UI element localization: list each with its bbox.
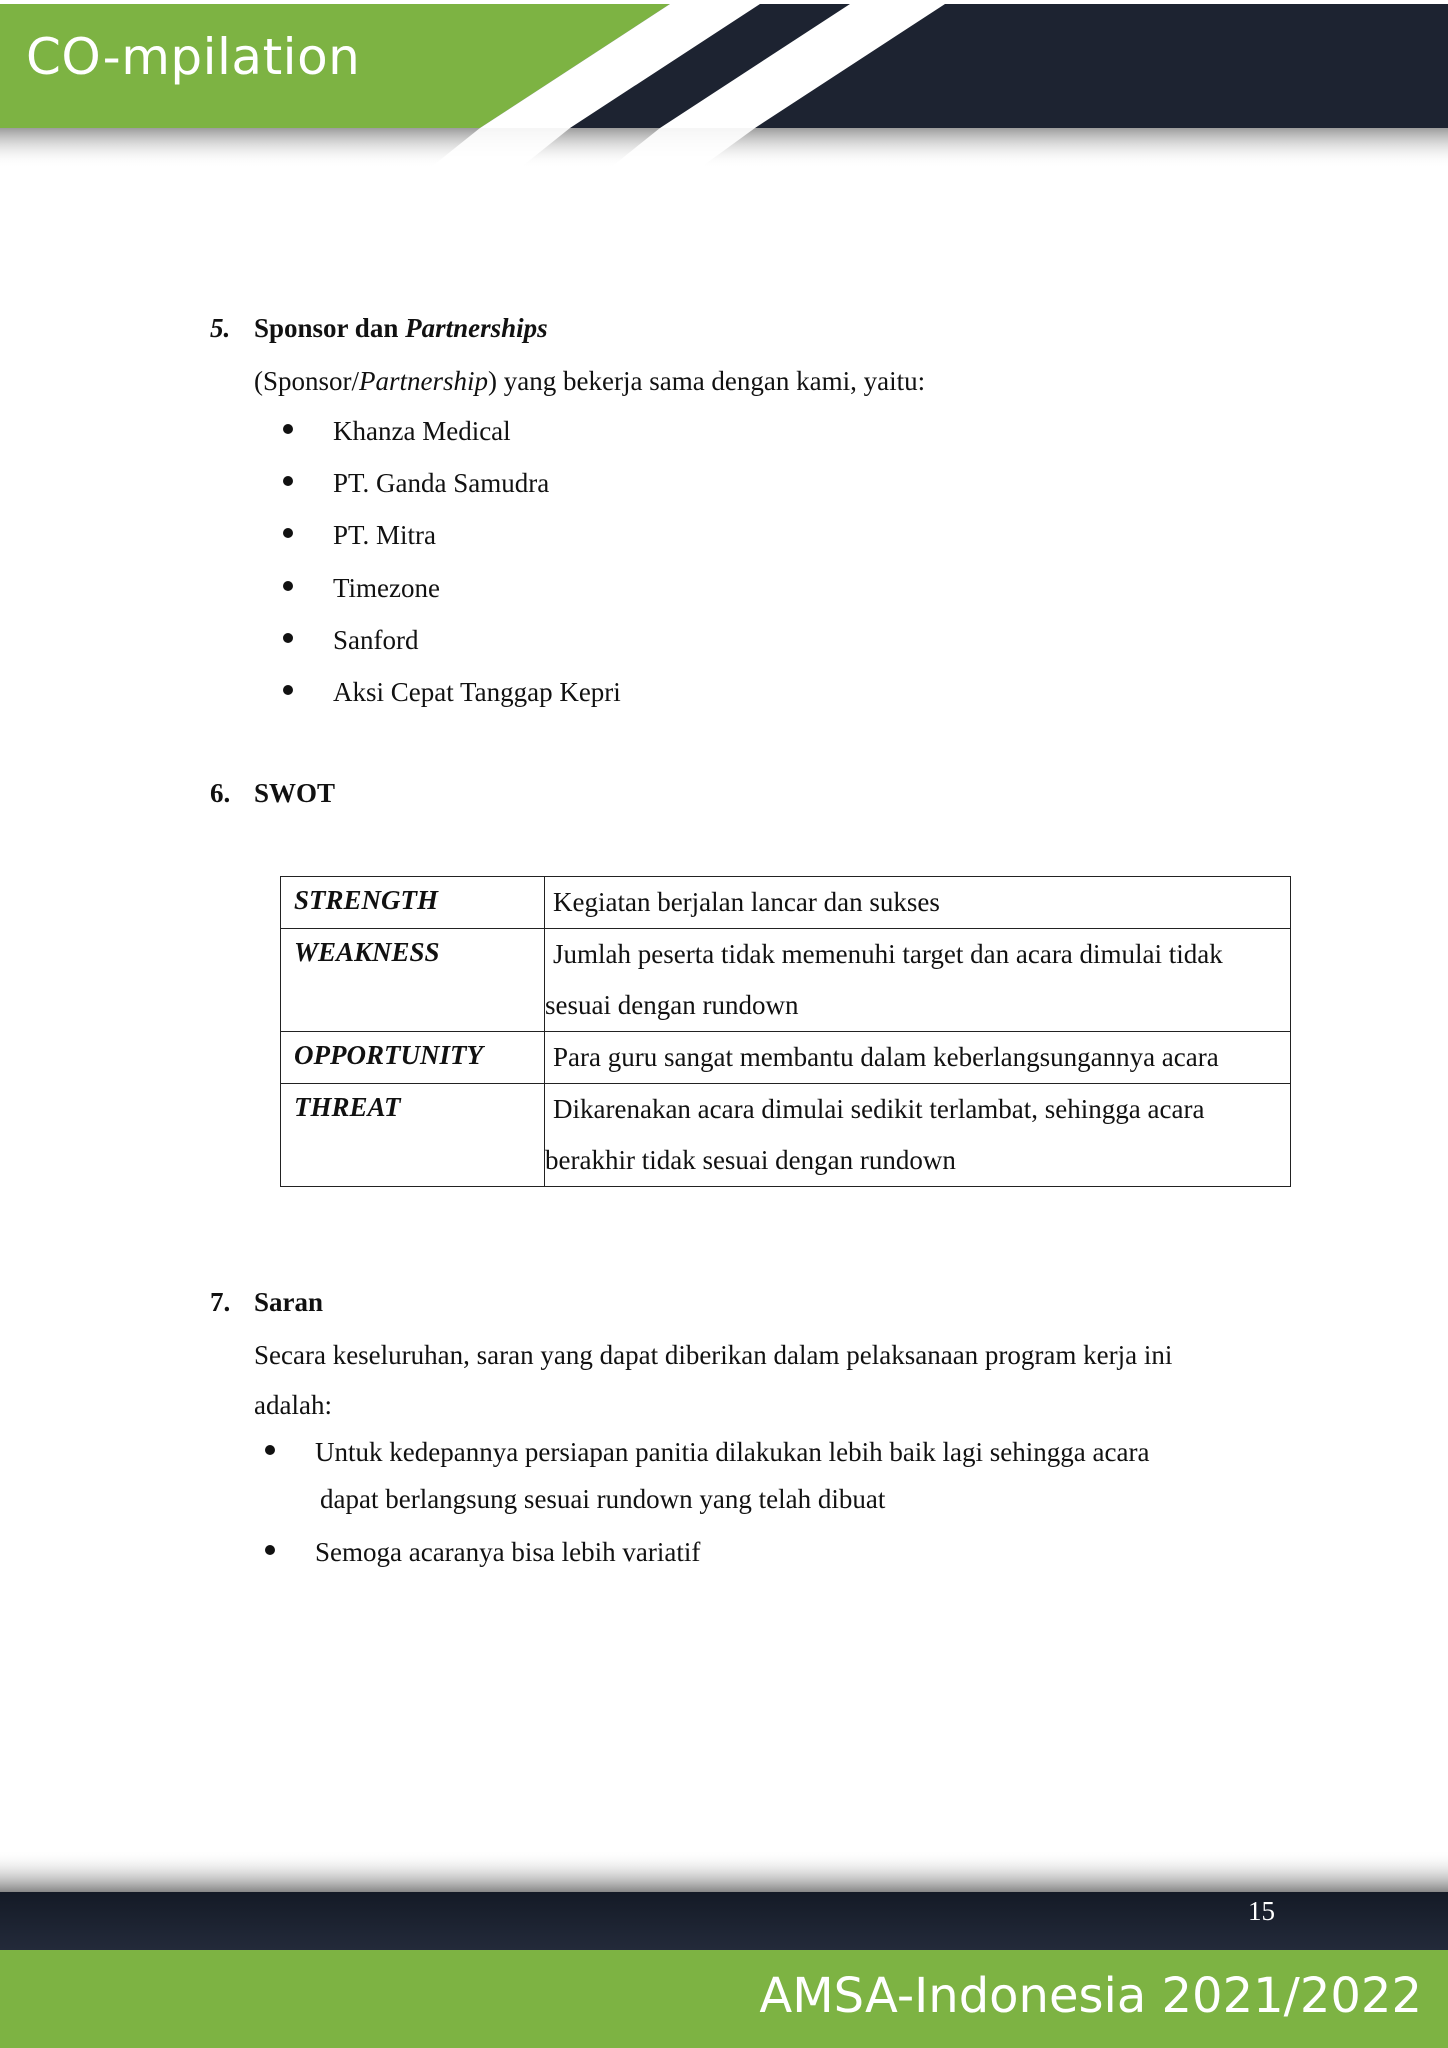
header-title: CO-mpilation — [26, 28, 361, 86]
swot-key: WEAKNESS — [281, 929, 545, 1032]
list-item: Khanza Medical — [283, 416, 511, 447]
section-swot-heading — [210, 778, 335, 809]
list-item: PT. Mitra — [283, 520, 436, 551]
bullet-icon — [265, 1445, 275, 1455]
table-row — [281, 877, 1291, 929]
bullet-icon — [283, 581, 293, 591]
swot-key: OPPORTUNITY — [281, 1032, 545, 1084]
page-footer — [0, 1850, 1448, 2048]
swot-table — [280, 876, 1291, 1187]
swot-value: Kegiatan berjalan lancar dan sukses — [545, 877, 1291, 929]
section-number: 6. — [210, 778, 231, 808]
swot-value: Dikarenakan acara dimulai sedikit terlambat, sehingga acara berakhir tidak sesuai dengan rundown — [545, 1084, 1291, 1187]
section-title: SWOT — [254, 778, 336, 808]
sponsor-intro: (Sponsor/Partnership) yang bekerja sama dengan kami, yaitu: — [254, 366, 926, 396]
section-sponsor-heading — [210, 313, 548, 344]
section-number: 7. — [210, 1287, 231, 1317]
bullet-icon — [283, 633, 293, 643]
list-item: PT. Ganda Samudra — [283, 468, 549, 499]
swot-value: Jumlah peserta tidak memenuhi target dan acara dimulai tidak sesuai dengan rundown — [545, 929, 1291, 1032]
table-row — [281, 929, 1291, 1032]
header-banner-graphic — [0, 0, 1448, 180]
bullet-icon — [283, 476, 293, 486]
list-item: Timezone — [283, 573, 440, 604]
bullet-icon — [283, 685, 293, 695]
bullet-icon — [265, 1545, 275, 1555]
saran-intro: Secara keseluruhan, saran yang dapat diberikan dalam pelaksanaan program kerja ini adalah: — [254, 1340, 1173, 1420]
bullet-icon — [283, 528, 293, 538]
swot-key: STRENGTH — [281, 877, 545, 929]
section-number: 5. — [210, 313, 231, 343]
section-title: Saran — [254, 1287, 324, 1317]
page-number: 15 — [1248, 1896, 1275, 1926]
swot-value: Para guru sangat membantu dalam keberlangsungannya acara — [545, 1032, 1291, 1084]
table-row — [281, 1084, 1291, 1187]
list-item: Sanford — [283, 625, 418, 656]
swot-key: THREAT — [281, 1084, 545, 1187]
section-title: Sponsor dan Partnerships — [254, 313, 548, 343]
list-item: Untuk kedepannya persiapan panitia dilakukan lebih baik lagi sehingga acara dapat berlangsung sesuai rundown yang telah dibuat — [265, 1437, 1149, 1515]
section-saran-heading — [210, 1287, 323, 1318]
table-row — [281, 1032, 1291, 1084]
list-item: Semoga acaranya bisa lebih variatif — [265, 1537, 700, 1568]
bullet-icon — [283, 424, 293, 434]
footer-title: AMSA-Indonesia 2021/2022 — [759, 1968, 1422, 2024]
list-item: Aksi Cepat Tanggap Kepri — [283, 677, 621, 708]
page-header — [0, 0, 1448, 180]
